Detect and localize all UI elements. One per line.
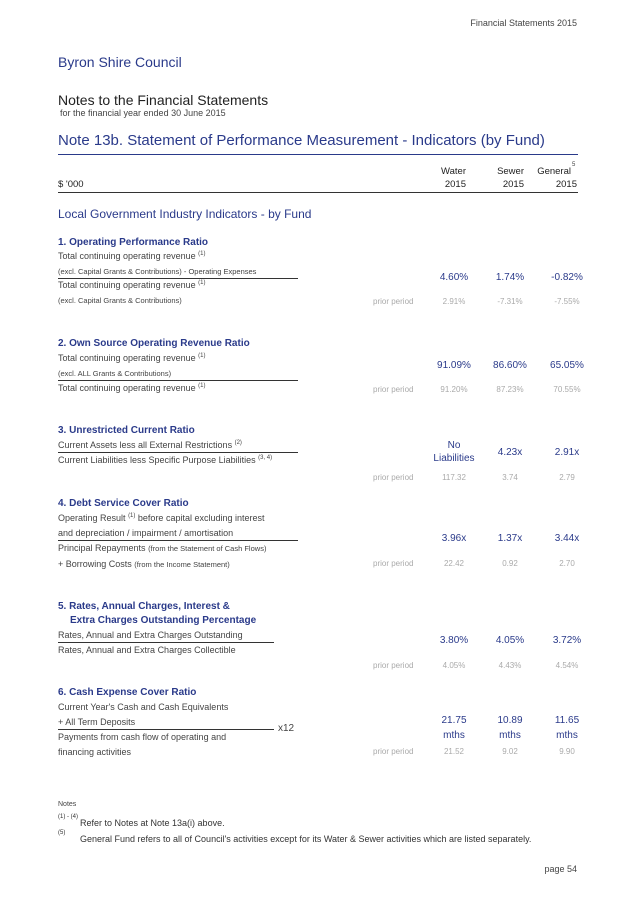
ratio-3-water-line1: No xyxy=(447,440,461,451)
ratio-1-general: -0.82% xyxy=(551,272,583,283)
ratio-4-general: 3.44x xyxy=(554,533,580,544)
page-number: page 54 xyxy=(544,864,577,874)
ratio-6-title: 6. Cash Expense Cover Ratio xyxy=(58,687,197,698)
col-water-year: 2015 xyxy=(444,179,466,190)
ratio-1-sewer: 1.74% xyxy=(495,272,525,283)
ratio-3-water-line2: Liabilities xyxy=(433,453,475,464)
ratio-2-water: 91.09% xyxy=(437,360,471,371)
ratio-6-water-unit: mths xyxy=(443,730,465,741)
ratio-2-line2: (excl. ALL Grants & Contributions) xyxy=(58,369,172,378)
ratio-2-title: 2. Own Source Operating Revenue Ratio xyxy=(58,338,250,349)
ratio-3-prior-general: 2.79 xyxy=(559,473,575,482)
ratio-6-sewer-unit: mths xyxy=(499,730,521,741)
ratio-6-general: 11.65 xyxy=(554,715,580,726)
ratio-4-title: 4. Debt Service Cover Ratio xyxy=(58,498,189,509)
ratio-4-water: 3.96x xyxy=(441,533,467,544)
running-header: Financial Statements 2015 xyxy=(470,18,577,28)
ratio-2-prior-sewer: 87.23% xyxy=(496,385,524,394)
ratio-5-prior-water: 4.05% xyxy=(442,661,466,670)
ratio-1-line1: Total continuing operating revenue $^{(1)}$ xyxy=(58,251,206,261)
ratio-2-line3: Total continuing operating revenue $^{(1)}$ xyxy=(58,383,206,393)
ratio-3-line1: Current Assets less all External Restrictions $^{(2)}$ xyxy=(58,440,242,450)
ratio-5-line1: Rates, Annual and Extra Charges Outstanding xyxy=(58,630,243,640)
ratio-6-line2: + All Term Deposits xyxy=(58,717,136,727)
ratio-2-sewer: 86.60% xyxy=(493,360,527,371)
ratio-3-sewer: 4.23x xyxy=(497,447,523,458)
ratio-4-prior-label: prior period xyxy=(373,559,414,568)
notes-heading: Notes xyxy=(58,801,77,808)
ratio-6-line3: Payments from cash flow of operating and xyxy=(58,732,227,742)
col-water: Water xyxy=(441,166,466,177)
ratio-6-general-unit: mths xyxy=(556,730,578,741)
ratio-5-title-line1: 5. Rates, Annual Charges, Interest & xyxy=(58,601,230,612)
ratio-2-prior-water: 91.20% xyxy=(440,385,468,394)
ratio-4-line3: Principal Repayments (from the Statement of Cash Flows) xyxy=(58,543,267,553)
ratio-3-line2: Current Liabilities less Specific Purpose Liabilities $^{(3, 4)}$ xyxy=(58,455,273,465)
ratio-1-water: 4.60% xyxy=(439,272,469,283)
note-1-mark: (1) - (4) xyxy=(58,814,78,820)
note-2-text: General Fund refers to all of Council's activities except for its Water & Sewer activities which are listed separately. xyxy=(80,834,532,844)
ratio-5-line2: Rates, Annual and Extra Charges Collectible xyxy=(58,645,236,655)
ratio-5-prior-sewer: 4.43% xyxy=(498,661,522,670)
ratio-6-line4: financing activities xyxy=(58,747,132,757)
col-sewer: Sewer xyxy=(497,166,524,177)
col-general-year: 2015 xyxy=(555,179,577,190)
note-1-text: Refer to Notes at Note 13a(i) above. xyxy=(80,818,225,828)
ratio-1-title: 1. Operating Performance Ratio xyxy=(58,237,209,248)
ratio-5-title-line2: Extra Charges Outstanding Percentage xyxy=(70,615,257,626)
ratio-1-prior-sewer: -7.31% xyxy=(497,297,523,306)
ratio-2-prior-label: prior period xyxy=(373,385,414,394)
ratio-3-prior-sewer: 3.74 xyxy=(502,473,518,482)
ratio-6-prior-general: 9.90 xyxy=(559,747,575,756)
ratio-6-prior-sewer: 9.02 xyxy=(502,747,518,756)
ratio-4-prior-water: 22.42 xyxy=(443,559,465,568)
ratio-4-sewer: 1.37x xyxy=(497,533,523,544)
council-name: Byron Shire Council xyxy=(58,54,182,70)
ratio-1-prior-general: -7.55% xyxy=(554,297,580,306)
ratio-1-line4: (excl. Capital Grants & Contributions) xyxy=(58,296,182,305)
ratio-5-divider xyxy=(58,642,274,643)
ratio-4-prior-general: 2.70 xyxy=(559,559,575,568)
ratio-1-divider xyxy=(58,278,298,279)
ratio-2-divider xyxy=(58,380,298,381)
ratio-2-general: 65.05% xyxy=(550,360,584,371)
notes-subtitle: for the financial year ended 30 June 2015 xyxy=(60,108,226,118)
ratio-4-divider xyxy=(58,540,298,541)
header-rule xyxy=(58,192,578,193)
ratio-6-prior-water: 21.52 xyxy=(443,747,465,756)
ratio-4-line4: + Borrowing Costs (from the Income Statement) xyxy=(58,559,230,569)
note-2-mark: (5) xyxy=(58,830,66,836)
ratio-5-prior-general: 4.54% xyxy=(555,661,579,670)
ratio-6-divider xyxy=(58,729,274,730)
ratio-5-sewer: 4.05% xyxy=(495,635,525,646)
ratio-3-divider xyxy=(58,452,298,453)
title-rule xyxy=(58,154,578,155)
ratio-2-prior-general: 70.55% xyxy=(553,385,581,394)
note-title: Note 13b. Statement of Performance Measurement - Indicators (by Fund) xyxy=(58,132,545,149)
ratio-3-prior-water: 117.32 xyxy=(442,473,466,482)
col-unit: $ '000 xyxy=(58,179,84,190)
ratio-4-line1: Operating Result $^{(1)}$ before capital excluding interest xyxy=(58,513,265,523)
col-general: General xyxy=(537,166,571,177)
notes-title: Notes to the Financial Statements xyxy=(58,92,269,108)
ratio-3-general: 2.91x xyxy=(554,447,580,458)
ratio-6-water: 21.75 xyxy=(441,715,467,726)
ratio-6-multiplier: x12 xyxy=(278,723,295,734)
ratio-2-line1: Total continuing operating revenue $^{(1)}$ xyxy=(58,353,206,363)
ratio-4-prior-sewer: 0.92 xyxy=(502,559,518,568)
ratio-1-line3: Total continuing operating revenue $^{(1)}$ xyxy=(58,280,206,290)
col-sewer-year: 2015 xyxy=(502,179,524,190)
ratio-3-prior-label: prior period xyxy=(373,473,414,482)
ratio-3-title: 3. Unrestricted Current Ratio xyxy=(58,425,195,436)
col-general-sup: 5 xyxy=(572,162,576,168)
ratio-5-general: 3.72% xyxy=(552,635,582,646)
ratio-6-sewer: 10.89 xyxy=(497,715,523,726)
section-title: Local Government Industry Indicators - by Fund xyxy=(58,207,312,221)
ratio-6-prior-label: prior period xyxy=(373,747,414,756)
ratio-5-water: 3.80% xyxy=(439,635,469,646)
ratio-4-line2: and depreciation / impairment / amortisation xyxy=(58,528,234,538)
ratio-5-prior-label: prior period xyxy=(373,661,414,670)
ratio-1-prior-water: 2.91% xyxy=(442,297,466,306)
ratio-1-line2: (excl. Capital Grants & Contributions) - Operating Expenses xyxy=(58,267,257,276)
ratio-1-prior-label: prior period xyxy=(373,297,414,306)
ratio-6-line1: Current Year's Cash and Cash Equivalents xyxy=(58,702,229,712)
